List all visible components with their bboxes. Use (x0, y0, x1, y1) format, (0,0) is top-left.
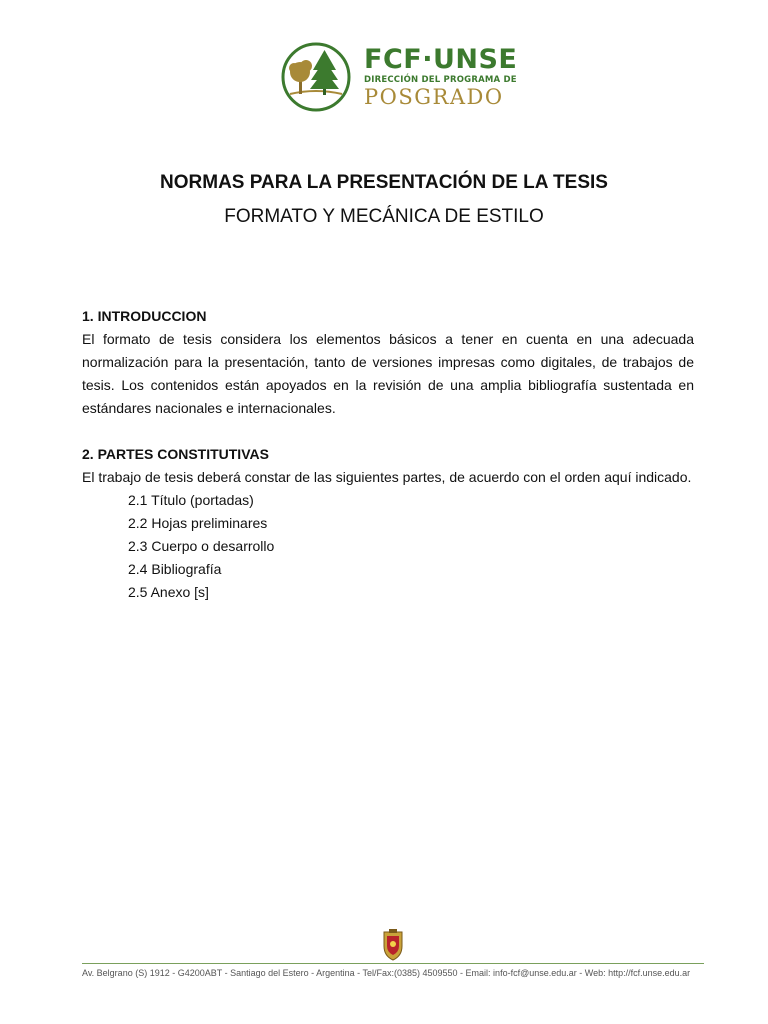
logo-name: FCF·UNSE (364, 44, 518, 75)
university-crest-icon (380, 928, 406, 962)
section-heading-introduccion: 1. INTRODUCCION (82, 308, 207, 324)
list-item: 2.4 Bibliografía (128, 561, 222, 577)
fcf-unse-logo (280, 42, 518, 112)
list-item: 2.3 Cuerpo o desarrollo (128, 538, 275, 554)
footer-address: Av. Belgrano (S) 1912 - G4200ABT - Santiago del Estero - Argentina - Tel/Fax:(0385) 4509550 - Email: info-fcf@unse.edu.ar - Web: http://fcf.unse.edu.ar (82, 968, 691, 978)
section-paragraph-introduccion: El formato de tesis considera los elementos básicos a tener en cuenta en una adecuada normalización para la presentación, tanto de versiones impresas como digitales, de trabajos de tesis. Los contenidos están apoyados en la revisión de una amplia bibliografía sustentada en estándares nacionales e internacionales. (82, 331, 694, 416)
document-body (82, 305, 694, 604)
tree-emblem-icon (280, 42, 356, 112)
list-item: 2.5 Anexo [s] (128, 584, 209, 600)
list-item: 2.1 Título (portadas) (128, 492, 254, 508)
document-subtitle: FORMATO Y MECÁNICA DE ESTILO (224, 206, 544, 227)
logo-bigline: POSGRADO (364, 85, 504, 109)
section-heading-partes: 2. PARTES CONSTITUTIVAS (82, 446, 269, 462)
logo-subline: DIRECCIÓN DEL PROGRAMA DE (364, 75, 517, 85)
list-item: 2.2 Hojas preliminares (128, 515, 268, 531)
document-title: NORMAS PARA LA PRESENTACIÓN DE LA TESIS (160, 172, 608, 193)
section-paragraph-partes: El trabajo de tesis deberá constar de las siguientes partes, de acuerdo con el orden aquí indicado. (82, 469, 692, 485)
footer-divider (82, 963, 704, 964)
